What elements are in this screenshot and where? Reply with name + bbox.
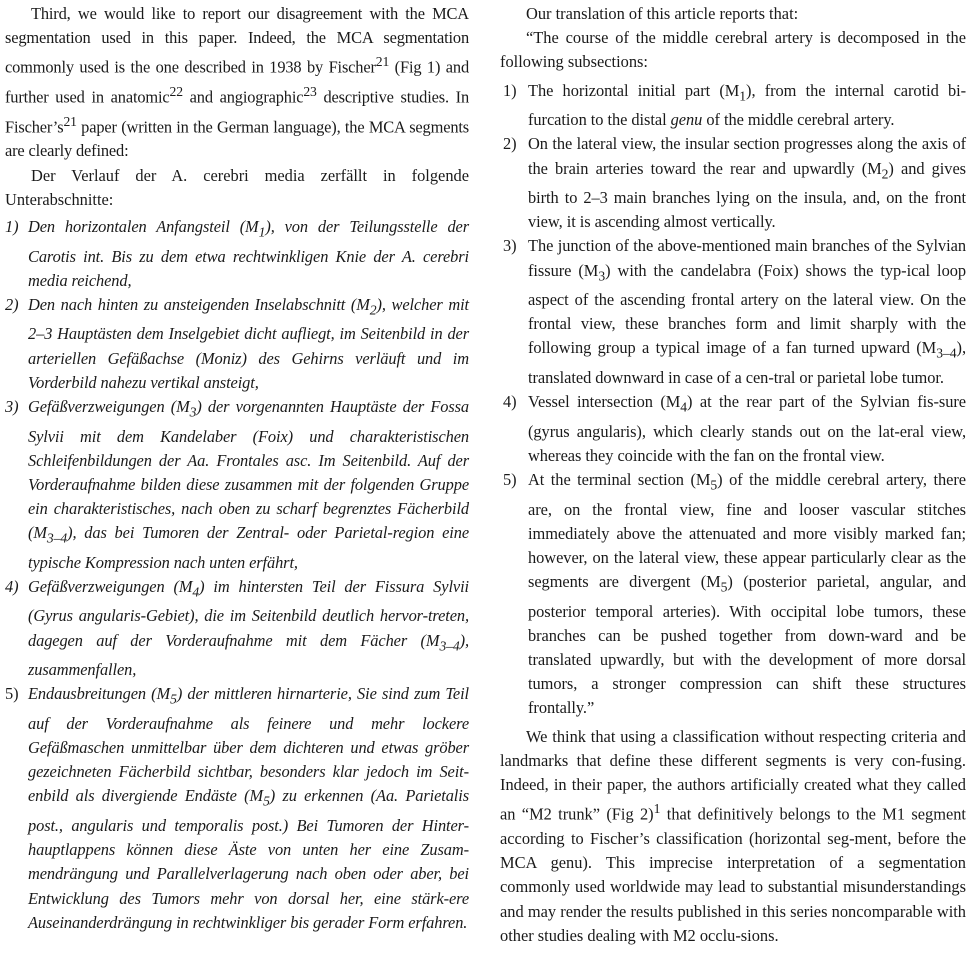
reference-23: 23: [303, 84, 317, 100]
conclusion-paragraph: We think that using a classification without respecting criteria and landmarks that define these different segments is very con-fusing. Indeed, in their paper, the authors artificially created what they called an “M2 trunk” (Fig 2)$^1$ that definitively belongs to the M1 segment according to Fischer’s classification (horizontal seg-ment, before the MCA genu). This imprecise interpretation of a segmentation commonly used worldwide may lead to substantial misunderstandings and may render the results published in this series noncomparable with other studies dealing with M2 occlu-sions.: [500, 726, 966, 945]
list-item: 2) Den nach hinten zu ansteigenden Inselabschnitt $(M_2)$, welcher mit 2–3 Hauptästen dem Inselgebiet dicht aufliegt, im Seitenbild in der arteriellen Gefäßachse (Moniz) des Gehirns verläuft und im Vorderbild nahezu vertikal ansteigt,: [5, 294, 469, 392]
list-item: 1) Den horizontalen Anfangsteil $(M_1)$, von der Teilungsstelle der Carotis int. Bis zu dem etwa rechtwinkligen Knie der A. cerebri media reichend,: [5, 217, 469, 290]
list-item: 3) The junction of the above-mentioned main branches of the Sylvian fissure $(M_3)$ with the candelabra (Foix) shows the typ-ical loop aspect of the ascending frontal artery on the lateral view. On the frontal view, these branches form and limit sharply with the following group a typical image of a fan turned upward $(M_{3-4})$, translated downward in case of a cen-tral or parietal lobe tumor.: [503, 236, 967, 387]
reference-21: 21: [375, 54, 390, 70]
list-item: 2) On the lateral view, the insular section progresses along the axis of the brain arteries toward the rear and upwardly $(M_2)$ and gives birth to 2–3 main branches lying on the insula, and, on the front view, it is ascending almost vertically.: [503, 134, 966, 232]
left-column: [5, 2, 469, 935]
reference-1: 1: [653, 801, 661, 817]
right-column: [500, 2, 966, 948]
translation-quote-intro: “The course of the middle cerebral artery is decomposed in the following subsections:: [500, 28, 966, 72]
list-item: 5) At the terminal section $(M_5)$ of the middle cerebral artery, there are, on the frontal view, fine and looser vascular stitches immediately above the attenuated and more visibly marked fan; however, on the lateral view, these appear particularly clear as the segments are divergent $(M_5)$ (posterior parietal, angular, and posterior temporal arteries). With occipital lobe tumors, these branches can be pushed together from down-ward and be translated upwardly, but with the development of more dorsal tumors, a stronger compression can shift these structures frontally.”: [503, 470, 966, 718]
list-item: 3) Gefäßverzweigungen $(M_3)$ der vorgenannten Hauptäste der Fossa Sylvii mit dem Kandelaber (Foix) und charakteristischen Schleifenbildungen der Aa. Frontales asc. Im Seitenbild. Auf der Vorderaufnahme bilden diese zusammen mit der folgenden Gruppe ein charakteristisches, nach oben zu scharf begrenztes Fächerbild $(M_{3-4})$, das bei Tumoren der Zentral- oder Parietal-region eine typische Kompression nach unten erfährt,: [5, 397, 469, 572]
reference-22: 22: [169, 84, 183, 100]
list-item: 5) Endausbreitungen $(M_5)$ der mittleren hirnarterie, Sie sind zum Teil auf der Vorderaufnahme als feinere und mehr lockere Gefäßmaschen unmittelbar über dem dichteren und etwas gröber gezeichneten Fächerbild sichtbar, besonders klar jedoch im Seit-enbild als divergiende Endäste $(M_5)$ zu erkennen (Aa. Parietalis post., angularis und temporalis post.) Bei Tumoren der Hinter-hauptlappens können diese Äste von unten her eine Zusam-mendrängung und Parallelverlagerung nach oben oder aber, bei Entwicklung des Tumors mehr von dorsal her, eine stärk-ere Auseinanderdrängung in rechtwinkliger bis gerader Form erfahren.: [5, 684, 469, 932]
german-intro: Der Verlauf der A. cerebri media zerfällt in folgende Unterabschnitte:: [5, 165, 469, 209]
list-item: 4) Gefäßverzweigungen $(M_4)$ im hintersten Teil der Fissura Sylvii (Gyrus angularis-Gebiet), die im Seitenbild deutlich hervor-treten, dagegen auf der Vorderaufnahme mit dem Fächer $(M_{3-4})$, zusammenfallen,: [5, 577, 469, 680]
translated-segment-list: [500, 79, 966, 721]
reference-21: 21: [63, 113, 77, 129]
german-segment-list: [5, 215, 469, 935]
list-item: 1) The horizontal initial part $(M_1)$, from the internal carotid bi-furcation to the distal genu of the middle cerebral artery.: [503, 80, 967, 130]
list-item: 4) Vessel intersection $(M_4)$ at the rear part of the Sylvian fis-sure (gyrus angularis), which clearly stands out on the lat-eral view, whereas they coincide with the fan on the frontal view.: [503, 392, 966, 465]
translation-intro: Our translation of this article reports that:: [526, 4, 799, 23]
intro-paragraph: Third, we would like to report our disagreement with the MCA segmentation used in this paper. Indeed, the MCA segmentation commonly used is the one described in 1938 by Fischer$^{21}$ (Fig 1) and further used in anatomic$^{22}$ and angiographic$^{23}$ descriptive studies. In $Fischer’s^{21}$ paper (written in the German language), the MCA segments are clearly defined:: [5, 4, 470, 161]
